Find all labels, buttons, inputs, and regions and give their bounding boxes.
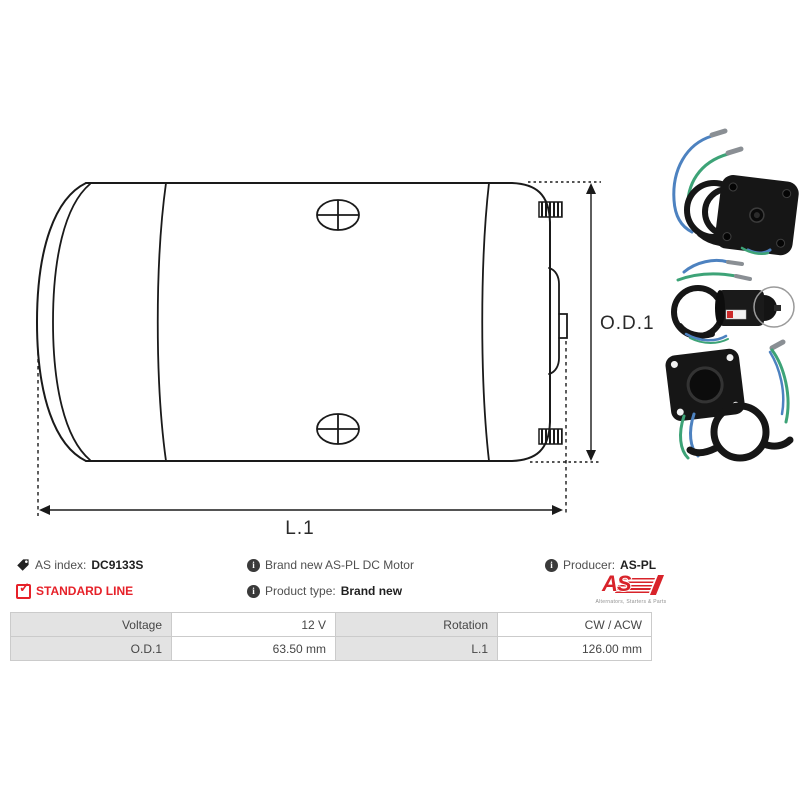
logo-text: AS	[602, 571, 631, 596]
logo-tagline: Alternators, Starters & Parts	[595, 599, 667, 605]
standard-line-row	[16, 579, 134, 599]
product-photo-flange-cable	[652, 336, 800, 462]
spec-voltage-value: 12 V	[172, 613, 336, 637]
spec-voltage-label: Voltage	[11, 613, 172, 637]
wire-terminal-tips	[712, 131, 741, 153]
spec-l1-label: L.1	[336, 637, 498, 661]
producer-value: AS-PL	[620, 558, 657, 572]
wire-terminal-tip	[772, 342, 783, 348]
product-photo-motor-cylinder	[656, 250, 800, 344]
as-pl-logo-mark	[600, 571, 662, 597]
motor-body-outline	[37, 183, 567, 461]
dimension-lines	[38, 182, 601, 516]
as-pl-logo	[592, 571, 670, 605]
product-type-label: Product type:	[265, 584, 336, 598]
info-icon: i	[247, 559, 260, 572]
description-text: Brand new AS-PL DC Motor	[265, 558, 414, 572]
producer-row	[545, 557, 656, 573]
producer-label: Producer:	[563, 558, 616, 572]
as-index-row	[16, 557, 143, 573]
spec-od1-label: O.D.1	[11, 637, 172, 661]
motor-end-cap	[714, 174, 800, 257]
product-type-value: Brand new	[340, 584, 403, 598]
dim-l1-label: L.1	[285, 518, 315, 539]
dimension-arrowheads	[39, 183, 596, 515]
standard-line-badge: STANDARD LINE	[36, 584, 134, 598]
motor-cylinder	[715, 290, 781, 326]
dim-od1-label: O.D.1	[600, 313, 655, 334]
description-row	[247, 557, 414, 573]
spec-rotation-label: Rotation	[336, 613, 498, 637]
coiled-cable	[674, 288, 722, 336]
product-photo-end-cap-wires	[652, 122, 800, 257]
spec-od1-value: 63.50 mm	[172, 637, 336, 661]
check-icon: ✓	[19, 579, 30, 595]
info-icon: i	[247, 585, 260, 598]
spec-l1-value: 126.00 mm	[498, 637, 652, 661]
as-index-label: AS index:	[35, 558, 87, 572]
info-icon: i	[545, 559, 558, 572]
spec-row-2	[11, 637, 652, 661]
product-type-row	[247, 583, 402, 599]
as-index-value: DC9133S	[91, 558, 144, 572]
spec-rotation-value: CW / ACW	[498, 613, 652, 637]
motor-flange-cap	[664, 348, 745, 423]
spec-row-1	[11, 613, 652, 637]
spec-table	[10, 612, 652, 661]
tag-icon	[16, 558, 30, 572]
checkbox-icon	[16, 579, 31, 599]
screw-head-icons	[317, 200, 359, 444]
